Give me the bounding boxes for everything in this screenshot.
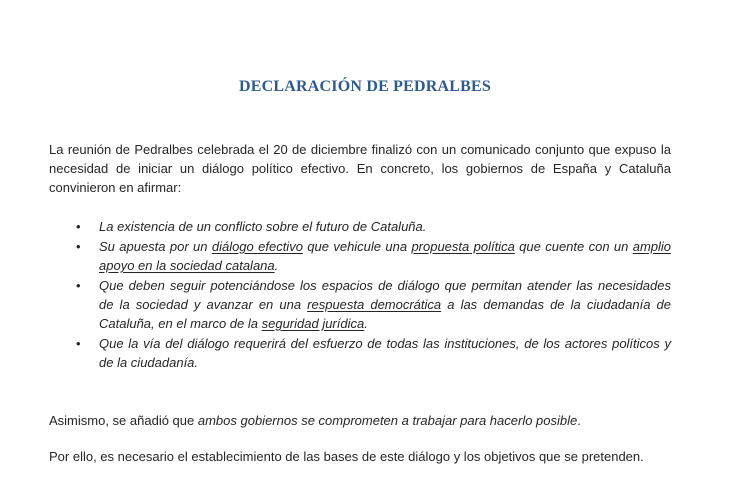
list-item — [49, 217, 671, 236]
bullet-icon: • — [76, 219, 81, 234]
underlined-phrase: propuesta política — [411, 239, 515, 254]
list-item — [49, 237, 671, 275]
conclusion-paragraph: Por ello, es necesario el establecimiento de las bases de este diálogo y los objetivos que se pretenden. — [49, 449, 644, 464]
list-item-text: a las demandas de la ciudadanía de Cataluña, en el marco de la — [99, 297, 671, 331]
agreement-list — [49, 217, 671, 373]
list-item-text: La existencia de un conflicto sobre el futuro de Cataluña. — [99, 219, 427, 234]
bullet-icon: • — [76, 239, 81, 254]
list-item — [49, 334, 671, 372]
bullet-icon: • — [76, 278, 81, 293]
bullet-icon: • — [76, 336, 81, 351]
list-item-text: Que deben seguir potenciándose los espacios de diálogo que permitan atender las necesidades de la sociedad y avanzar en una — [99, 278, 671, 312]
list-item-text: que vehicule una — [302, 239, 412, 254]
paragraph-text: Asimismo, se añadió que — [49, 413, 198, 428]
document-title: DECLARACIÓN DE PEDRALBES — [239, 78, 491, 95]
intro-paragraph: La reunión de Pedralbes celebrada el 20 de diciembre finalizó con un comunicado conjunto que expuso la necesidad de iniciar un diálogo político efectivo. En concreto, los gobiernos de España y Cataluña convinieron en afirmar: — [49, 142, 671, 195]
list-item-text: . — [274, 258, 279, 273]
paragraph-text: . — [577, 413, 581, 428]
italic-quote: ambos gobiernos se comprometen a trabajar para hacerlo posible — [197, 413, 578, 428]
list-item-text: que cuente con un — [514, 239, 633, 254]
underlined-phrase: amplio apoyo en la sociedad catalana — [99, 239, 672, 273]
list-item-text: . — [364, 316, 368, 331]
underlined-phrase: respuesta democrática — [307, 297, 442, 312]
list-item — [49, 276, 671, 333]
commitment-paragraph — [49, 411, 671, 430]
list-item-text: Que la vía del diálogo requerirá del esfuerzo de todas las instituciones, de los actores políticos y de la ciudadanía. — [99, 336, 671, 370]
list-item-text: Su apuesta por un — [99, 239, 212, 254]
underlined-phrase: seguridad jurídica — [261, 316, 365, 331]
underlined-phrase: diálogo efectivo — [211, 239, 303, 254]
